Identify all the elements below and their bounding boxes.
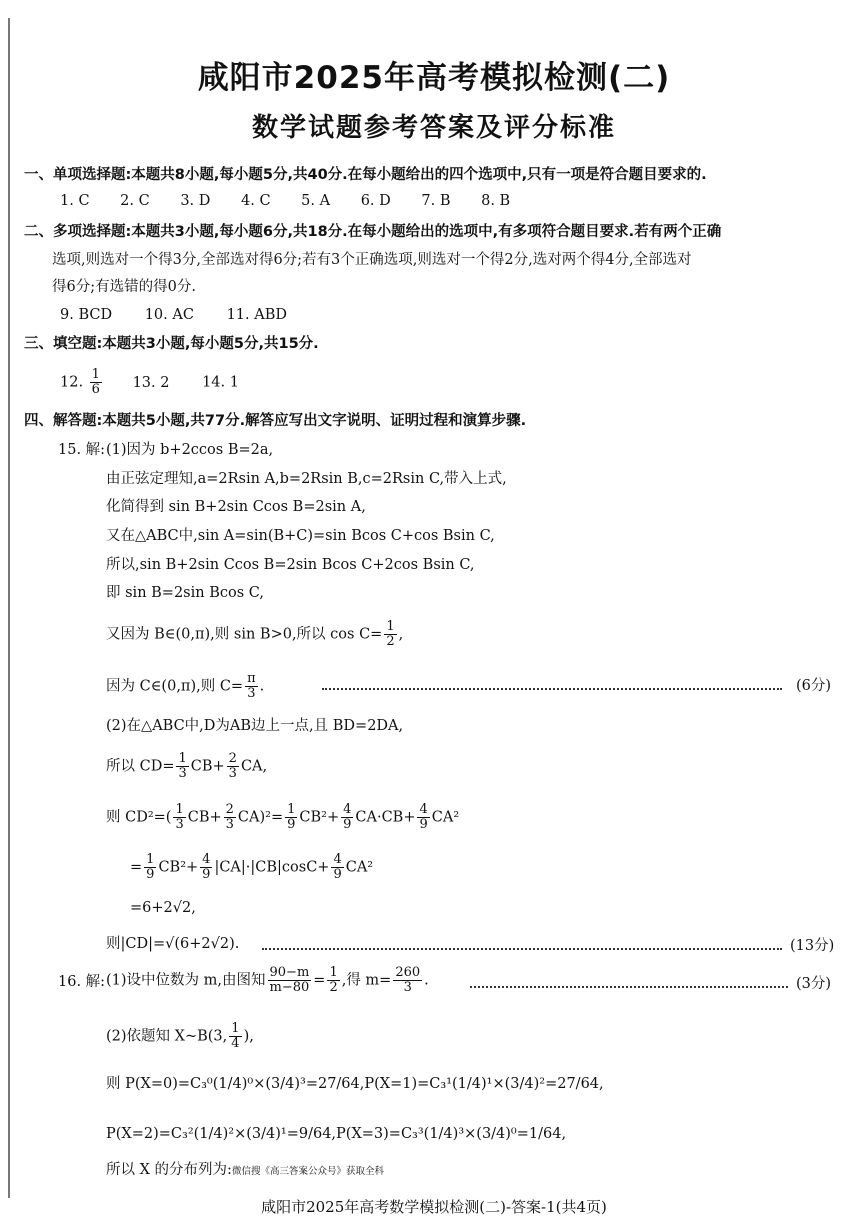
q16-line4: P(X=2)=C₃²(1/4)²×(3/4)¹=9/64,P(X=3)=C₃³(1/4)³×(3/4)⁰=1/64, <box>106 1126 567 1142</box>
answer-4: 4. C <box>241 193 271 209</box>
answer-1: 1. C <box>60 193 90 209</box>
q16-line3: 则 P(X=0)=C₃⁰(1/4)⁰×(3/4)³=27/64,P(X=1)=C₃¹(1/4)¹×(3/4)²=27/64, <box>106 1076 604 1092</box>
q15-part2-line1: (2)在△ABC中,D为AB边上一点,且 BD=2DA, <box>106 718 404 734</box>
q16-line2: (2)依题知 X~B(3, $\frac{1}{4}$ ), <box>106 1021 254 1051</box>
section2-heading-line3: 得6分;有选错的得0分. <box>52 279 196 295</box>
section2-heading-line2: 选项,则选对一个得3分,全部选对得6分;若有3个正确选项,则选对一个得2分,选对两个得4分,全部选对 <box>52 252 692 268</box>
q15-part2-line2: 所以 CD= $\frac{1}{3}$ CB+ $\frac{2}{3}$ CA, <box>106 751 268 781</box>
watermark-note: 微信搜《高三答案公众号》获取全科 <box>231 1166 384 1177</box>
q15-part2-line6: 则|CD|=√(6+2√2). <box>106 936 240 952</box>
answer-11: 11. ABD <box>226 307 287 323</box>
cos-c-fraction: $\frac{1}{2}$ <box>386 619 395 649</box>
q16-score-1: (3分) <box>796 976 832 992</box>
page-subtitle: 数学试题参考答案及评分标准 <box>251 113 616 143</box>
answer-8: 8. B <box>481 193 511 209</box>
q15-line8: 因为 C∈(0,π),则 C= $\frac{\pi}{3}$ . <box>106 671 265 701</box>
section1-heading: 一、单项选择题:本题共8小题,每小题5分,共40分.在每小题给出的四个选项中,只有一项是符合题目要求的. <box>24 167 707 183</box>
q15-part2-line5: =6+2√2, <box>130 900 196 916</box>
answer-9: 9. BCD <box>60 307 113 323</box>
section3-answers <box>60 368 239 397</box>
leader-dots <box>470 986 788 988</box>
q16-line1: (1)设中位数为 m,由图知 $\frac{90-m}{m-80}$ = $\frac{1}{2}$ ,得 m= $\frac{260}{3}$ . <box>106 965 429 995</box>
q15-line7: 又因为 B∈(0,π),则 sin B>0,所以 cos C= $\frac{1}{2}$ , <box>106 619 404 649</box>
q15-label: 15. 解: <box>58 442 106 458</box>
q15-line3: 化简得到 sin B+2sin Ccos B=2sin A, <box>106 499 366 515</box>
q15-part2-line4: = $\frac{1}{9}$ CB²+ $\frac{4}{9}$ |CA|·|CB|cosC+ $\frac{4}{9}$ CA² <box>130 852 374 882</box>
q15-part2-line3: 则 CD²=( $\frac{1}{3}$ CB+ $\frac{2}{3}$ CA)²= $\frac{1}{9}$ CB²+ $\frac{4}{9}$ CA·CB+ $\frac{4}{9}$ CA² <box>106 802 460 832</box>
page-title: 咸阳市2025年高考模拟检测(二) <box>197 60 671 96</box>
section2-answers <box>60 305 287 325</box>
answer-7: 7. B <box>421 193 451 209</box>
answer-6: 6. D <box>360 193 391 209</box>
answer-13: 13. 2 <box>132 374 170 391</box>
section3-heading: 三、填空题:本题共3小题,每小题5分,共15分. <box>24 336 319 352</box>
answer-3: 3. D <box>180 193 211 209</box>
c-value-fraction: $\frac{\pi}{3}$ <box>247 671 256 701</box>
q16-line5: 所以 X 的分布列为:微信搜《高三答案公众号》获取全科 <box>106 1162 384 1178</box>
section1-answers <box>60 191 510 211</box>
answer-5: 5. A <box>301 193 331 209</box>
q15-line5: 所以,sin B+2sin Ccos B=2sin Bcos C+2cos Bsin C, <box>106 557 475 573</box>
answer-2: 2. C <box>120 193 150 209</box>
section4-heading: 四、解答题:本题共5小题,共77分.解答应写出文字说明、证明过程和演算步骤. <box>24 413 527 429</box>
q15-line1: (1)因为 b+2ccos B=2a, <box>106 442 274 458</box>
answer-12-label: 12. <box>60 374 84 391</box>
q15-line4: 又在△ABC中,sin A=sin(B+C)=sin Bcos C+cos Bsin C, <box>106 528 495 544</box>
q15-line6: 即 sin B=2sin Bcos C, <box>106 585 264 601</box>
q15-score-2: (13分) <box>790 938 835 954</box>
q16-label: 16. 解: <box>58 974 106 990</box>
q15-line2: 由正弦定理知,a=2Rsin A,b=2Rsin B,c=2Rsin C,带入上式, <box>106 471 507 487</box>
leader-dots <box>262 948 782 950</box>
answer-14: 14. 1 <box>202 374 239 391</box>
leader-dots <box>322 688 782 690</box>
section2-heading-line1: 二、多项选择题:本题共3小题,每小题6分,共18分.在每小题给出的选项中,有多项符合题目要求.若有两个正确 <box>24 224 722 240</box>
answer-12-fraction: $\frac{1}{6}$ <box>91 367 100 397</box>
q15-score-1: (6分) <box>796 678 832 694</box>
answer-10: 10. AC <box>144 307 194 323</box>
page-footer: 咸阳市2025年高考数学模拟检测(二)-答案-1(共4页) <box>261 1198 607 1216</box>
page-edge-line <box>8 18 10 1198</box>
